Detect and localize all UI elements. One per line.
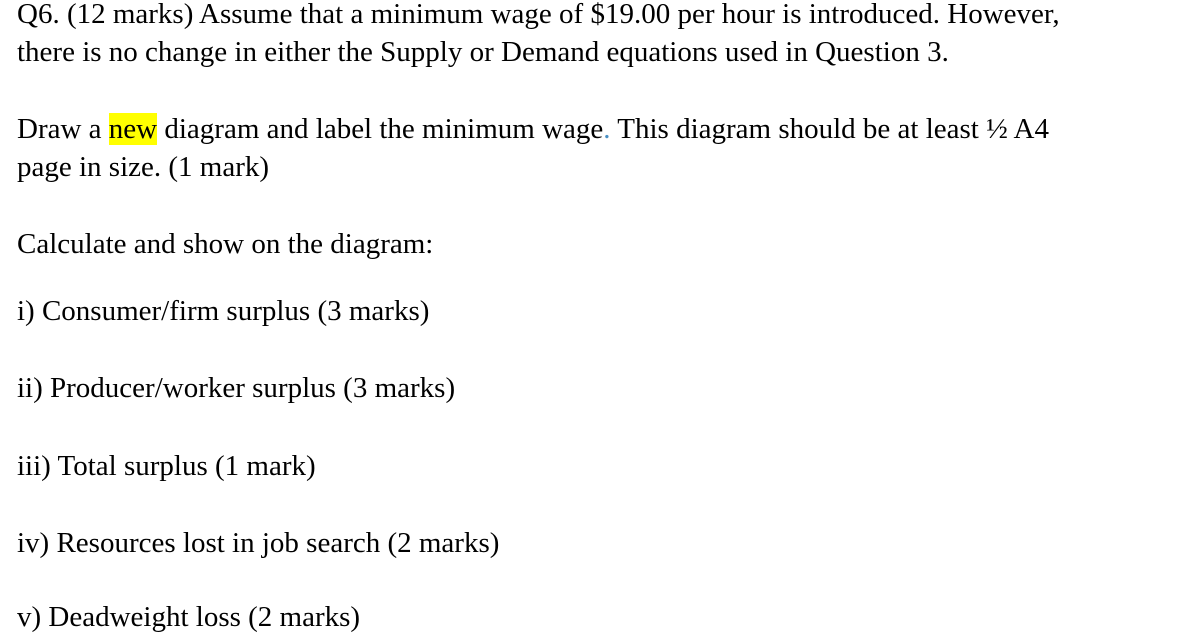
highlighted-word: new: [108, 113, 158, 145]
instruction-text-post: diagram and label the minimum wage: [157, 113, 604, 145]
instruction-line-2: page in size. (1 mark): [17, 151, 270, 183]
calculate-prompt: Calculate and show on the diagram:: [17, 228, 434, 260]
part-item: iv) Resources lost in job search (2 marks): [17, 527, 500, 559]
instruction-text-rest: This diagram should be at least ½ A4: [610, 113, 1049, 145]
instruction-line-1: [17, 112, 1049, 146]
part-item: ii) Producer/worker surplus (3 marks): [17, 372, 456, 404]
part-item: i) Consumer/firm surplus (3 marks): [17, 295, 430, 327]
question-line-2: there is no change in either the Supply or Demand equations used in Question 3.: [17, 36, 949, 68]
instruction-text-pre: Draw a: [17, 113, 109, 145]
instruction-period: .: [603, 113, 611, 145]
part-item: v) Deadweight loss (2 marks): [17, 601, 361, 633]
question-line-1: Q6. (12 marks) Assume that a minimum wage of $19.00 per hour is introduced. However,: [17, 0, 1060, 30]
part-item: iii) Total surplus (1 mark): [17, 450, 316, 482]
